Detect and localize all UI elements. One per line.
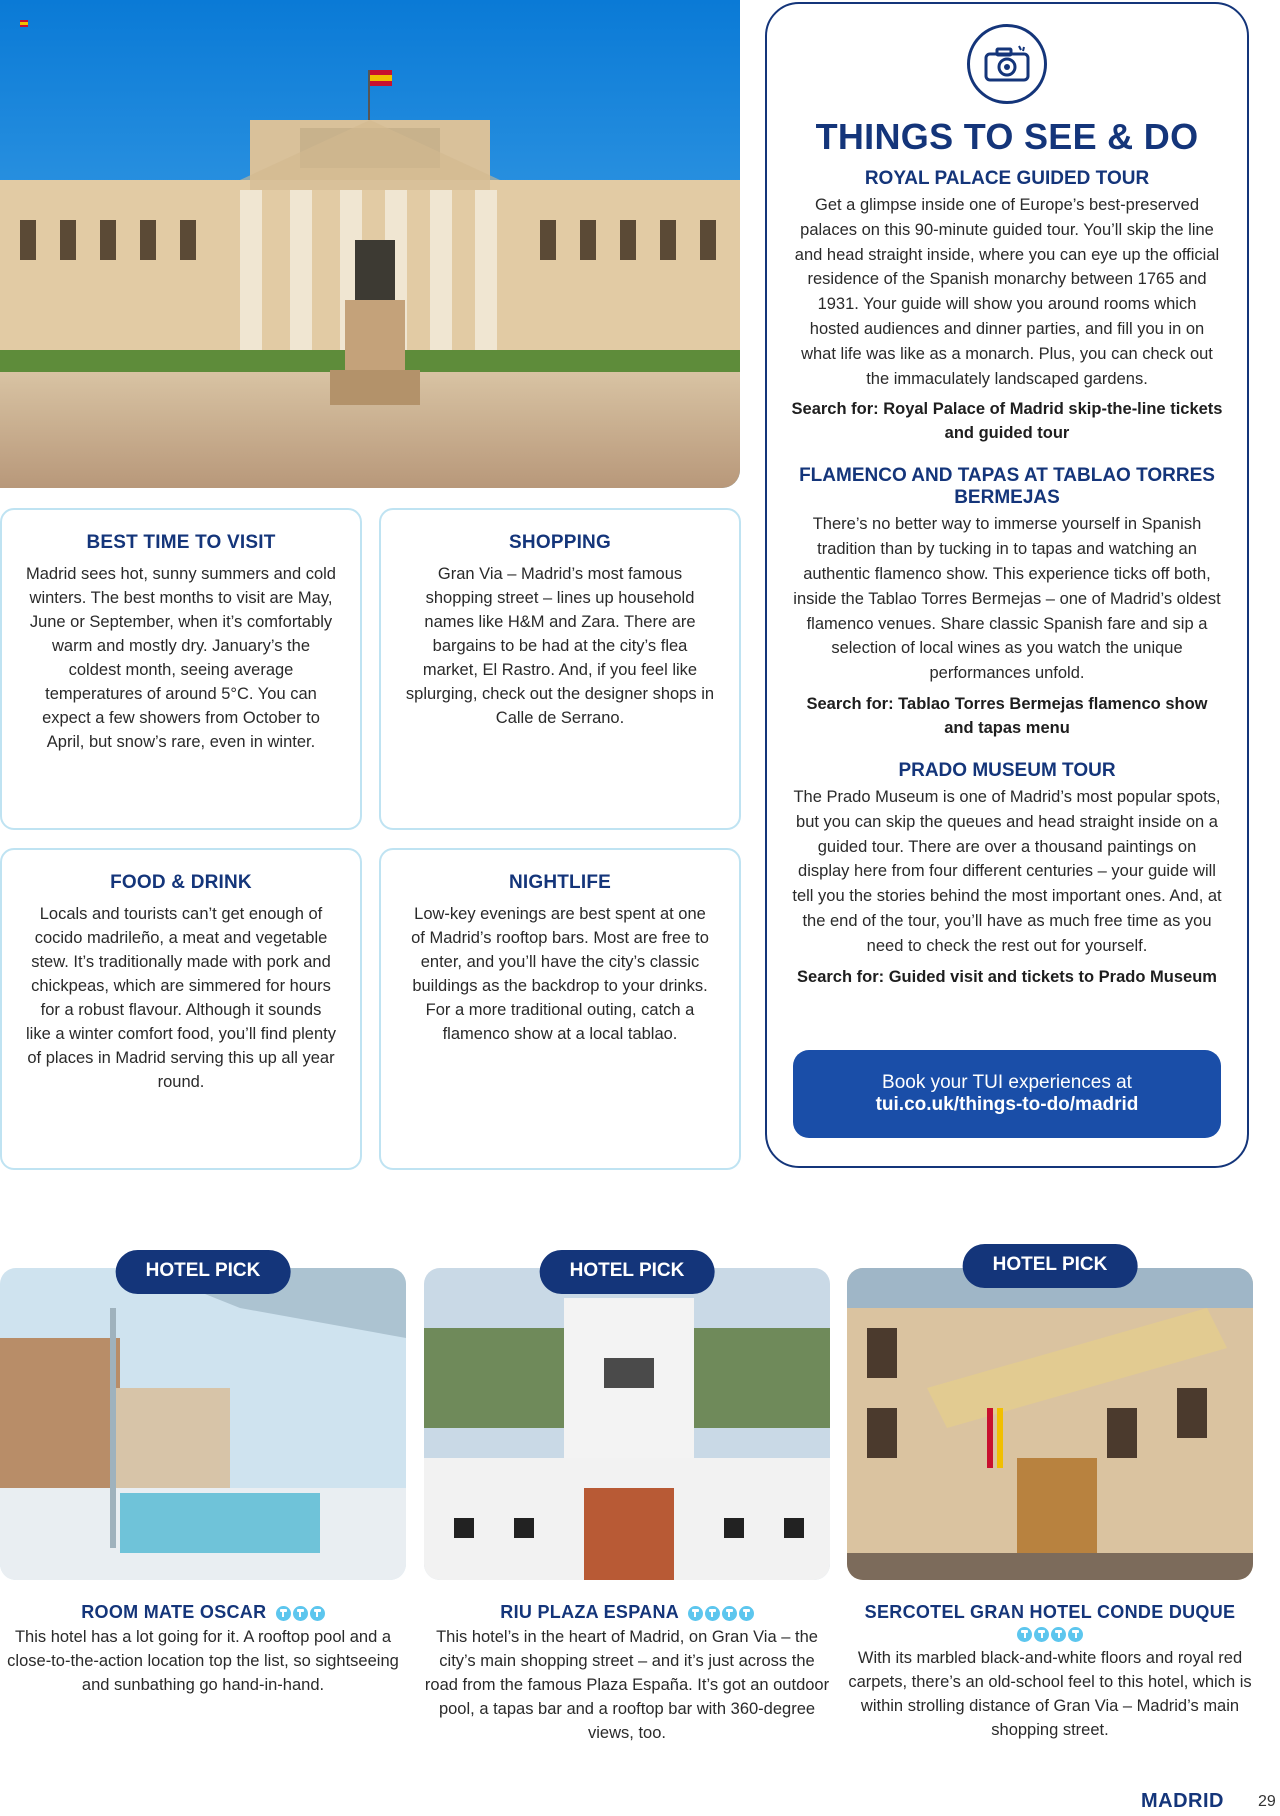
rating-icon xyxy=(722,1606,737,1621)
experience-flamenco xyxy=(791,465,1223,740)
hero-photo-prado xyxy=(0,0,740,488)
hotel-photo xyxy=(424,1268,830,1580)
things-to-see-panel xyxy=(765,2,1249,1168)
hotel-photo xyxy=(847,1268,1253,1580)
rating-icon xyxy=(1034,1627,1049,1642)
hotel-pick-tab: HOTEL PICK xyxy=(963,1244,1138,1288)
card-body: Gran Via – Madrid’s most famous shopping street – lines up household names like H&M and Zara. There are bargains to be had at the city’s flea market, El Rastro. And, if you feel like splurging, check out the designer shops in Calle de Serrano. xyxy=(405,565,715,727)
page-number: 29 xyxy=(1258,1793,1276,1810)
book-experiences-button[interactable] xyxy=(793,1050,1221,1138)
experience-search: Search for: Tablao Torres Bermejas flamenco show and tapas menu xyxy=(806,694,1208,737)
experience-description: Get a glimpse inside one of Europe’s best-preserved palaces on this 90-minute guided tour. You’ll skip the line and head straight inside, where you can eye up the official residence of the Spanish monarchy between 1765 and 1931. Your guide will show you around rooms which hosted audiences and dinner parties, and fill you in on what life was like as a monarch. Plus, you can check out the immaculately landscaped gardens. xyxy=(794,196,1220,388)
rating-icon xyxy=(1017,1627,1032,1642)
card-body: Madrid sees hot, sunny summers and cold winters. The best months to visit are May, June or September, when it’s comfortably warm and mostly dry. January’s the coldest month, seeing average temperatures of around 5°C. You can expect a few showers from October to April, but snow’s rare, even in winter. xyxy=(26,565,336,751)
experience-search: Search for: Guided visit and tickets to Prado Museum xyxy=(797,967,1217,986)
hotel-name xyxy=(424,1602,830,1623)
book-line: Book your TUI experiences at xyxy=(882,1072,1132,1093)
rating-icon xyxy=(1051,1627,1066,1642)
rating-icon xyxy=(276,1606,291,1621)
section-label: MADRID xyxy=(1141,1790,1224,1812)
hotel-name xyxy=(0,1602,406,1623)
hotel-name xyxy=(847,1602,1253,1644)
hotel-description: This hotel’s in the heart of Madrid, on Gran Via – the city’s main shopping street – and it’s just across the road from the famous Plaza España. It’s got an outdoor pool, a tapas bar and a rooftop bar with 360-degree views, too. xyxy=(424,1628,830,1742)
hotel-pick-tab: HOTEL PICK xyxy=(116,1250,291,1294)
card-best-time xyxy=(0,508,362,830)
rating-icons xyxy=(1017,1627,1083,1642)
rating-icons xyxy=(688,1606,754,1621)
card-title: NIGHTLIFE xyxy=(508,872,612,893)
hotel-description: This hotel has a lot going for it. A rooftop pool and a close-to-the-action location top the list, so sightseeing and sunbathing go hand-in-hand. xyxy=(7,1628,399,1694)
hotel-pick-room-mate-oscar xyxy=(0,1250,406,1697)
rating-icon xyxy=(739,1606,754,1621)
card-title: BEST TIME TO VISIT xyxy=(86,532,276,553)
hotel-name-text: RIU PLAZA ESPANA xyxy=(500,1602,679,1622)
rating-icon xyxy=(310,1606,325,1621)
experience-description: There’s no better way to immerse yourself in Spanish tradition than by tucking in to tapas and watching an authentic flamenco show. This experience ticks off both, inside the Tablao Torres Bermejas – one of Madrid’s oldest flamenco venues. Share classic Spanish fare and sip a selection of local wines as you watch the unique performances unfold. xyxy=(793,515,1221,683)
experience-search: Search for: Royal Palace of Madrid skip-the-line tickets and guided tour xyxy=(791,400,1223,443)
camera-icon xyxy=(967,24,1047,104)
rating-icons xyxy=(276,1606,325,1621)
card-title: FOOD & DRINK xyxy=(110,872,252,893)
experience-description: The Prado Museum is one of Madrid’s most popular spots, but you can skip the queues and head straight inside on a guided tour. There are over a thousand paintings on display here from four different centuries – your guide will tell you the stories behind the most important ones. And, at the end of the tour, you’ll have as much free time as you need to check the rest out for yourself. xyxy=(792,787,1222,955)
hotel-name-text: SERCOTEL GRAN HOTEL CONDE DUQUE xyxy=(864,1602,1236,1622)
panel-title: THINGS TO SEE & DO xyxy=(815,116,1199,157)
hotel-pick-tab: HOTEL PICK xyxy=(540,1250,715,1294)
experience-royal-palace xyxy=(791,168,1223,445)
card-food-drink xyxy=(0,848,362,1170)
rating-icon xyxy=(705,1606,720,1621)
card-title: SHOPPING xyxy=(509,532,611,553)
card-body: Low-key evenings are best spent at one of Madrid’s rooftop bars. Most are free to enter, and you’ll have the city’s classic buildings as the backdrop to your drinks. For a more traditional outing, catch a flamenco show at a local tablao. xyxy=(411,905,709,1043)
hotel-description: With its marbled black-and-white floors and royal red carpets, there’s an old-school feel to this hotel, which is within strolling distance of Gran Via – Madrid’s main shopping street. xyxy=(848,1649,1252,1739)
rating-icon xyxy=(688,1606,703,1621)
experience-title: PRADO MUSEUM TOUR xyxy=(898,759,1116,781)
rating-icon xyxy=(1068,1627,1083,1642)
card-nightlife xyxy=(379,848,741,1170)
experience-prado xyxy=(791,760,1223,989)
experience-title: FLAMENCO AND TAPAS AT TABLAO TORRES BERMEJAS xyxy=(799,465,1215,509)
card-shopping xyxy=(379,508,741,830)
hotel-name-text: ROOM MATE OSCAR xyxy=(81,1602,267,1622)
experience-title: ROYAL PALACE GUIDED TOUR xyxy=(864,168,1150,189)
book-url-link[interactable]: tui.co.uk/things-to-do/madrid xyxy=(875,1094,1139,1115)
hotel-pick-conde-duque xyxy=(847,1250,1253,1742)
hotel-photo xyxy=(0,1268,406,1580)
rating-icon xyxy=(293,1606,308,1621)
card-body: Locals and tourists can’t get enough of cocido madrileño, a meat and vegetable stew. It’s traditionally made with pork and chickpeas, which are simmered for hours for a robust flavour. Although it sounds like a winter comfort food, you’ll find plenty of places in Madrid serving this up all year round. xyxy=(26,905,336,1091)
hotel-pick-riu-plaza-espana xyxy=(424,1250,830,1745)
